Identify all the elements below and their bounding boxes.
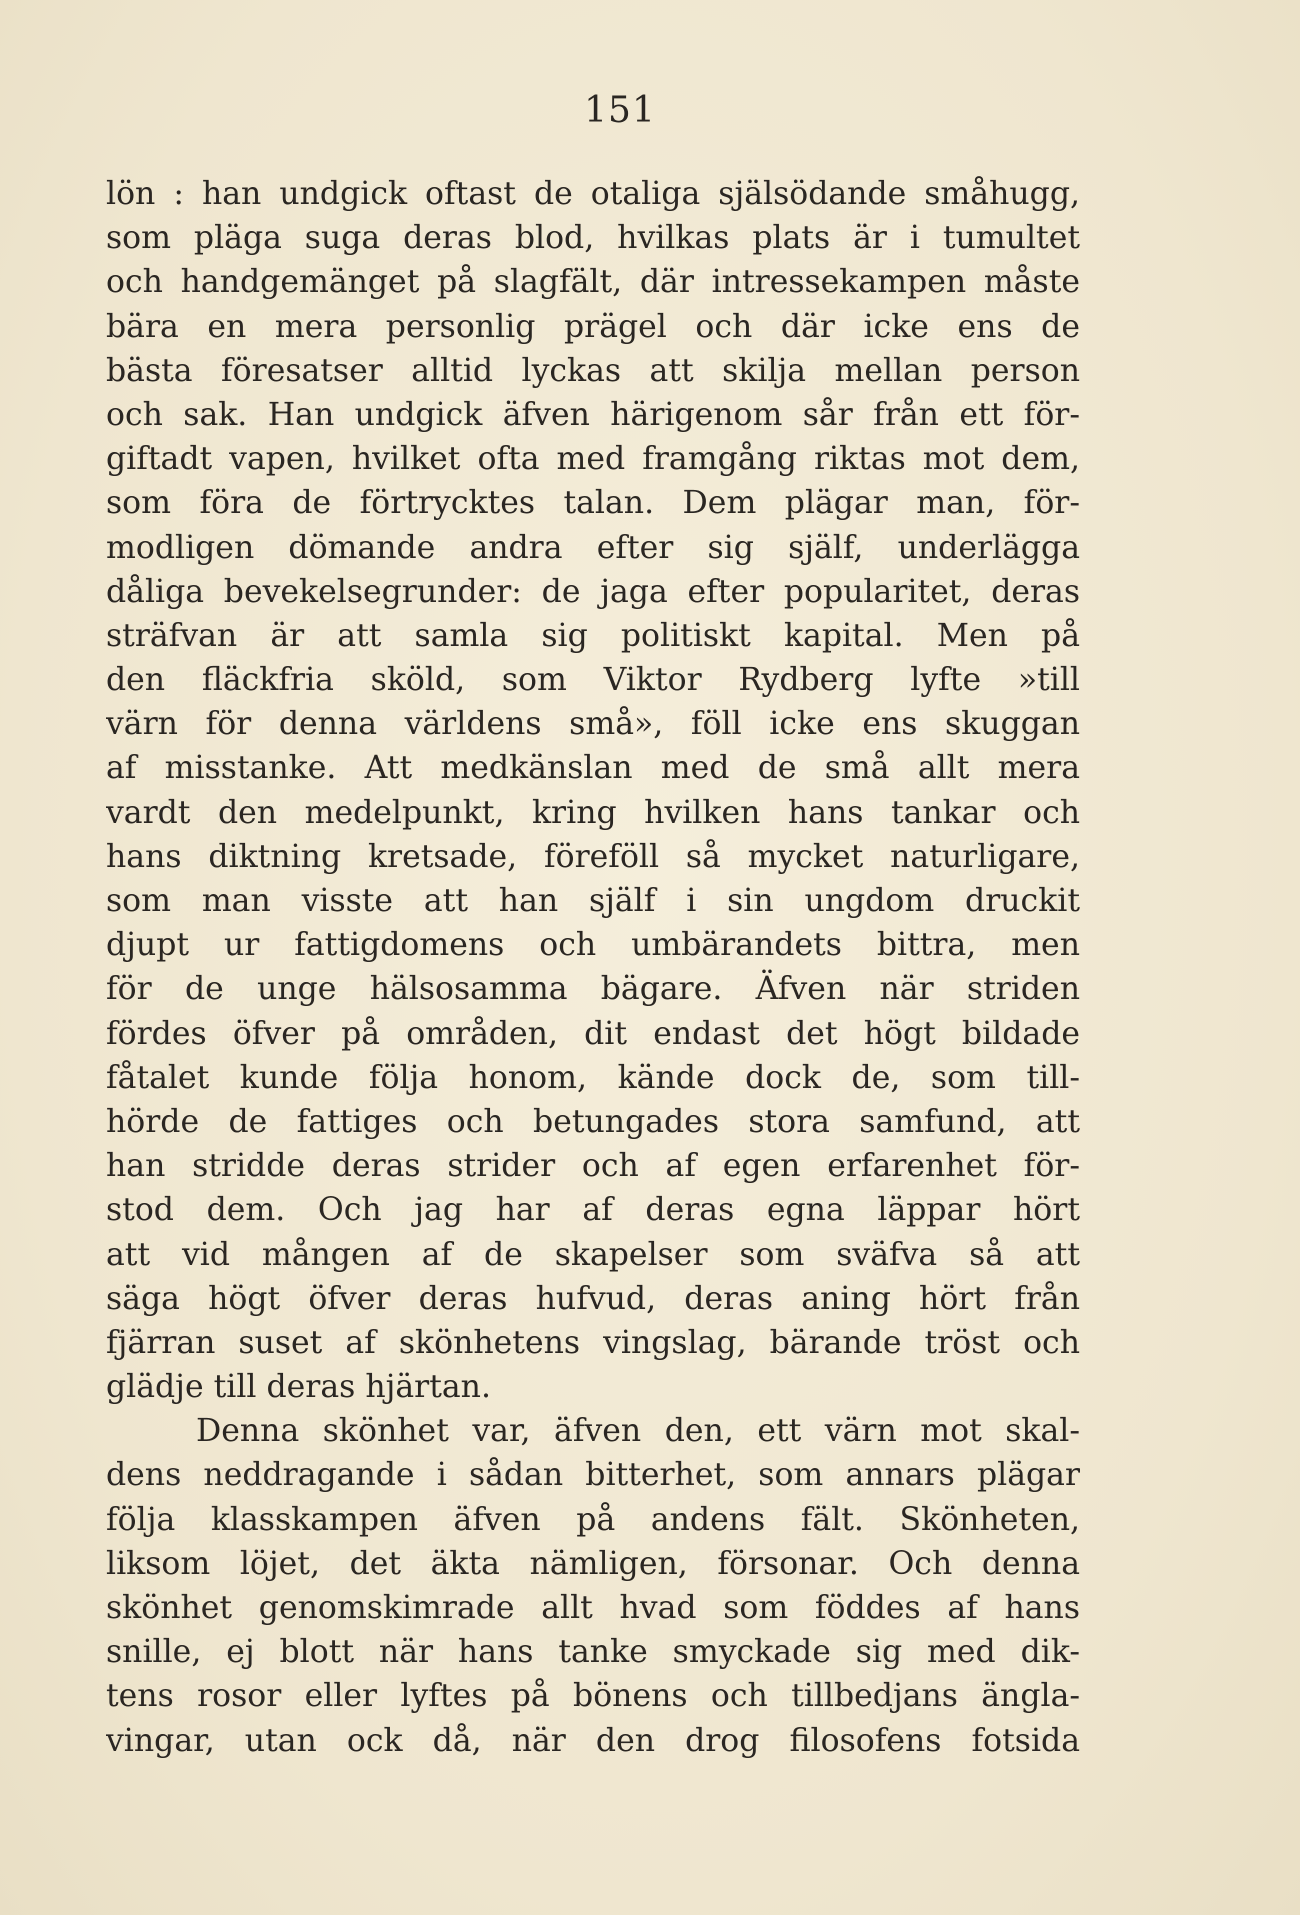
text-line: skönhet genomskimrade allt hvad som föddes af hans bbox=[106, 1590, 1080, 1626]
text-line: hörde de fattiges och betungades stora samfund, att bbox=[106, 1103, 1080, 1140]
text-line: snille, ej blott när hans tanke smyckade sig med dik- bbox=[106, 1634, 1080, 1671]
text-line: dens neddragande i sådan bitterhet, som annars plägar bbox=[106, 1457, 1080, 1494]
text-line: den fläckfria sköld, som Viktor Rydberg lyfte »till bbox=[106, 662, 1080, 699]
body-text bbox=[106, 172, 1080, 1763]
text-line: giftadt vapen, hvilket ofta med framgång riktas mot dem, bbox=[106, 441, 1080, 478]
text-line: lön : han undgick oftast de otaliga själsödande småhugg, bbox=[106, 176, 1080, 212]
text-line: modligen dömande andra efter sig själf, underlägga bbox=[106, 529, 1080, 566]
text-line: bästa föresatser alltid lyckas att skilja mellan person bbox=[106, 352, 1080, 389]
text-line: värn för denna världens små», föll icke ens skuggan bbox=[106, 706, 1080, 743]
text-line: stod dem. Och jag har af deras egna läppar hört bbox=[106, 1192, 1080, 1229]
text-line: tens rosor eller lyftes på bönens och tillbedjans ängla- bbox=[106, 1678, 1080, 1715]
text-line: bära en mera personlig prägel och där icke ens de bbox=[106, 308, 1080, 345]
text-line: Denna skönhet var, äfven den, ett värn mot skal- bbox=[196, 1413, 1080, 1450]
text-line: hans diktning kretsade, föreföll så mycket naturligare, bbox=[106, 838, 1080, 875]
text-line: af misstanke. Att medkänslan med de små allt mera bbox=[106, 750, 1080, 787]
text-line: för de unge hälsosamma bägare. Äfven när striden bbox=[106, 971, 1080, 1008]
text-line: djupt ur fattigdomens och umbärandets bittra, men bbox=[106, 927, 1080, 964]
text-line: fåtalet kunde följa honom, kände dock de, som till- bbox=[106, 1059, 1080, 1096]
text-line: och sak. Han undgick äfven härigenom sår från ett för- bbox=[106, 396, 1080, 433]
text-line: liksom löjet, det äkta nämligen, försonar. Och denna bbox=[106, 1545, 1080, 1582]
text-line: som pläga suga deras blod, hvilkas plats är i tumultet bbox=[106, 220, 1080, 257]
text-line: sträfvan är att samla sig politiskt kapital. Men på bbox=[106, 617, 1080, 654]
text-line: som föra de förtrycktes talan. Dem plägar man, för- bbox=[106, 485, 1080, 522]
text-line: att vid mången af de skapelser som sväfva så att bbox=[106, 1236, 1080, 1273]
text-line: som man visste att han själf i sin ungdom druckit bbox=[106, 883, 1080, 919]
text-line: och handgemänget på slagfält, där intressekampen måste bbox=[106, 264, 1080, 301]
text-line: vingar, utan ock då, när den drog filosofens fotsida bbox=[106, 1722, 1080, 1759]
text-line: fjärran suset af skönhetens vingslag, bärande tröst och bbox=[106, 1324, 1080, 1361]
page-number: 151 bbox=[584, 90, 656, 131]
text-line: glädje till deras hjärtan. bbox=[106, 1369, 491, 1406]
text-line: dåliga bevekelsegrunder: de jaga efter popularitet, deras bbox=[106, 573, 1080, 610]
text-line: fördes öfver på områden, dit endast det högt bildade bbox=[106, 1015, 1080, 1052]
text-line: säga högt öfver deras hufvud, deras aning hört från bbox=[106, 1280, 1080, 1317]
text-line: vardt den medelpunkt, kring hvilken hans tankar och bbox=[106, 794, 1080, 831]
text-line: följa klasskampen äfven på andens fält. Skönheten, bbox=[106, 1501, 1080, 1538]
text-line: han stridde deras strider och af egen erfarenhet för- bbox=[106, 1148, 1080, 1185]
